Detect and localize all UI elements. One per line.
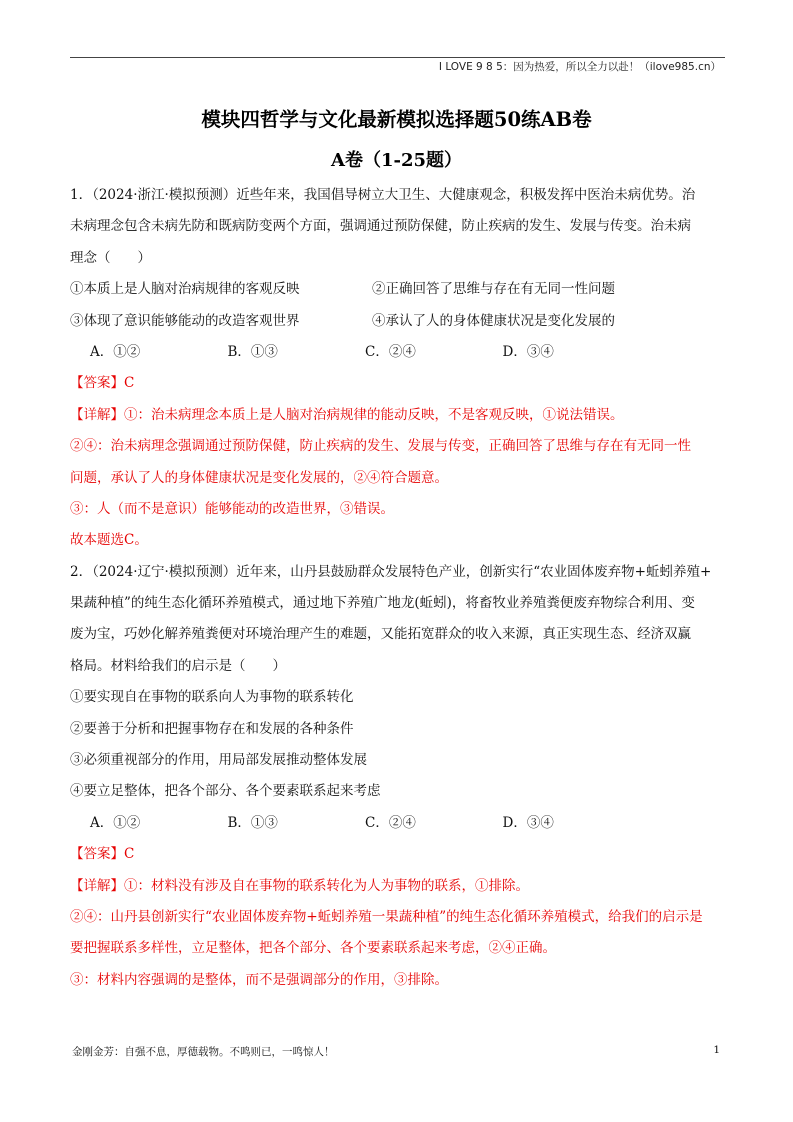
question-2-explanation-line-3: 要把握联系多样性，立足整体，把各个部分、各个要素联系起来考虑，②④正确。 [70,940,556,957]
choice-d: D．③④ [502,814,554,831]
page-subtitle: A卷（1-25题） [330,150,462,171]
footer-motto: 金刚金芳：自强不息，厚德载物。不鸣则已，一鸣惊人！ [72,1046,335,1058]
choice-b: B．①③ [227,814,278,831]
question-2-stem-line-3: 废为宝，巧妙化解养殖粪便对环境治理产生的难题，又能拓宽群众的收入来源，真正实现生态、经济双赢 [70,626,691,643]
question-1-stem-line-3: 理念（ ） [70,249,151,266]
page-number: 1 [713,1044,720,1056]
question-2-stem-line-2: 果蔬种植”的纯生态化循环养殖模式，通过地下养殖广地龙(蚯蚓)，将畜牧业养殖粪便废弃物综合利用、变 [70,595,695,612]
question-2-explanation-line-1: 【详解】①：材料没有涉及自在事物的联系转化为人为事物的联系，①排除。 [70,877,529,894]
question-1-options-row-2 [70,310,725,341]
choice-b: B．①③ [227,343,278,360]
question-1-option-4: ④承认了人的身体健康状况是变化发展的 [372,312,615,329]
page-title: 模块四哲学与文化最新模拟选择题50练AB卷 [201,108,592,131]
question-2-option-4: ④要立足整体，把各个部分、各个要素联系起来考虑 [70,783,381,800]
question-1-answer: 【答案】C [70,375,135,392]
question-2-explanation-line-2: ②④：山丹县创新实行“农业固体废弃物+蚯蚓养殖一果蔬种植”的纯生态化循环养殖模式，给我们的启示是 [70,908,703,925]
question-1-stem-line-2: 未病理念包含未病先防和既病防变两个方面，强调通过预防保健，防止疾病的发生、发展与传变。治未病 [70,218,691,235]
question-2-option-3: ③必须重视部分的作用，用局部发展推动整体发展 [70,752,367,769]
header-divider [70,57,725,58]
choice-a: A．①② [90,343,141,360]
choice-d: D．③④ [502,343,554,360]
question-1-stem-line-1: 1．（2024·浙江·模拟预测）近些年来，我国倡导树立大卫生、大健康观念，积极发挥中医治未病优势。治 [70,187,696,203]
document-body [70,184,725,1000]
question-1-option-1: ①本质上是人脑对治病规律的客观反映 [70,281,300,298]
question-1-explanation-line-4: ③：人（而不是意识）能够能动的改造世界，③错误。 [70,500,394,517]
question-1-explanation-line-2: ②④：治未病理念强调通过预防保健，防止疾病的发生、发展与传变，正确回答了思维与存在有无同一性 [70,438,691,455]
question-1-conclusion: 故本题选C。 [70,532,148,549]
choice-c: C．②④ [365,814,416,831]
choice-c: C．②④ [365,343,416,360]
question-1-option-3: ③体现了意识能够能动的改造客观世界 [70,312,300,329]
question-2-explanation-line-4: ③：材料内容强调的是整体，而不是强调部分的作用，③排除。 [70,971,448,988]
question-1-choices [70,341,725,372]
question-1-explanation-line-1: 【详解】①：治未病理念本质上是人脑对治病规律的能动反映，不是客观反映，①说法错误。 [70,406,624,423]
question-1-explanation-line-3: 问题，承认了人的身体健康状况是变化发展的，②④符合题意。 [70,469,448,486]
header-slogan: I LOVE 9 8 5：因为热爱，所以全力以赴！（ilove985.cn） [438,61,721,73]
question-2-choices [70,812,725,843]
question-1-options-row-1 [70,278,725,309]
choice-a: A．①② [90,814,141,831]
question-2-option-2: ②要善于分析和把握事物存在和发展的各种条件 [70,720,354,737]
question-2-stem-line-1: 2．（2024·辽宁·模拟预测）近年来，山丹县鼓励群众发展特色产业，创新实行“农业固体废弃物+蚯蚓养殖+ [70,563,712,580]
question-2-stem-line-4: 格局。材料给我们的启示是（ ） [70,657,286,674]
question-2-option-1: ①要实现自在事物的联系向人为事物的联系转化 [70,689,354,706]
question-2-answer: 【答案】C [70,846,135,863]
question-1-option-2: ②正确回答了思维与存在有无同一性问题 [372,281,615,298]
